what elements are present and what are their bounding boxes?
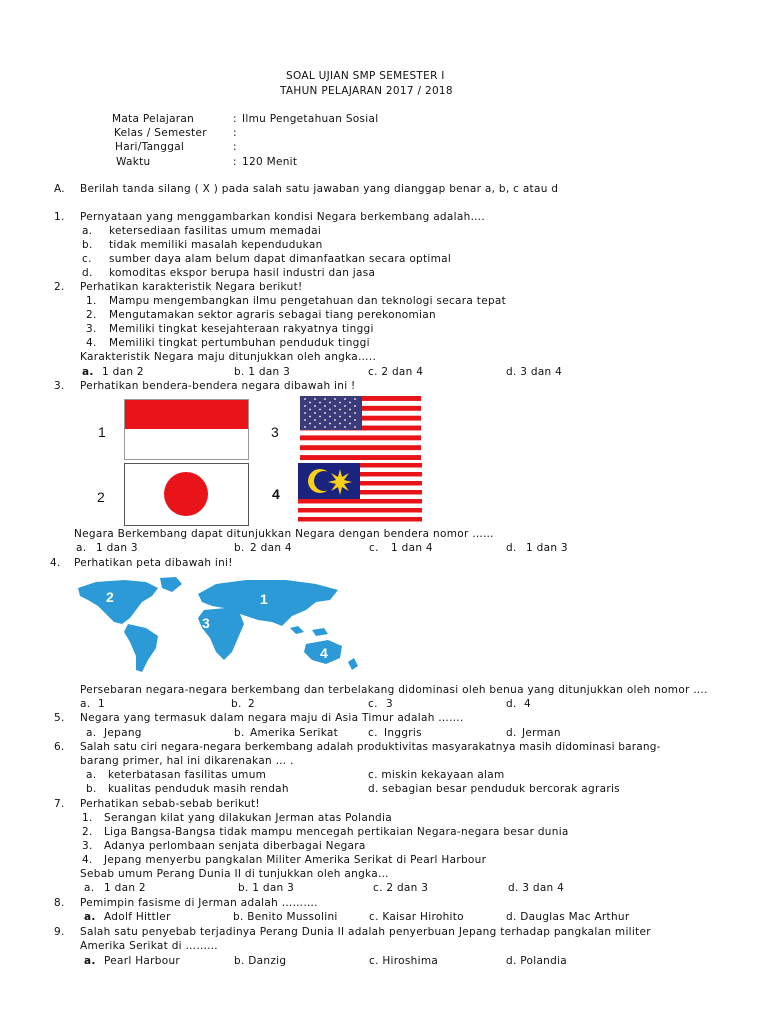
q4-option-a: 1 — [98, 698, 105, 710]
q1-option-d: komoditas ekspor berupa hasil industri dan jasa — [109, 267, 376, 279]
q7-item: Serangan kilat yang dilakukan Jerman atas Polandia — [104, 812, 392, 824]
flag-white-band — [124, 429, 249, 460]
flag-star — [319, 409, 321, 411]
q8-number: 8. — [54, 897, 65, 909]
flag-star — [339, 423, 341, 425]
q5-option-d: Jerman — [522, 727, 561, 739]
world-map — [76, 576, 366, 676]
flag-star — [354, 426, 356, 428]
q6-option-a-key: a. — [86, 769, 97, 781]
flag-star — [329, 409, 331, 411]
q8-option-d: d. Dauglas Mac Arthur — [506, 911, 630, 923]
q9-option-a-key: a. — [84, 955, 96, 967]
q7-option-d: d. 3 dan 4 — [508, 882, 565, 894]
south-america — [124, 624, 158, 672]
flag-star — [349, 402, 351, 404]
q3-text: Perhatikan bendera-bendera negara dibawah ini ! — [80, 380, 356, 392]
info-sep: : — [233, 156, 237, 168]
indonesia-flag — [124, 399, 249, 460]
q8-text: Pemimpin fasisme di Jerman adalah ………. — [80, 897, 318, 909]
map-label-3: 3 — [202, 615, 211, 631]
flag-star — [324, 405, 326, 407]
q6-option-b: kualitas penduduk masih rendah — [108, 783, 289, 795]
info-label-time: Waktu — [116, 156, 151, 168]
q2-item: Memiliki tingkat kesejahteraan rakyatnya tinggi — [109, 323, 374, 335]
q2-item: Memiliki tingkat pertumbuhan penduduk tinggi — [109, 337, 370, 349]
info-value-subject: Ilmu Pengetahuan Sosial — [242, 113, 379, 125]
q8-option-b: b. Benito Mussolini — [233, 911, 338, 923]
q1-option-a-key: a. — [82, 225, 93, 237]
flag-star — [309, 402, 311, 404]
flag-star — [334, 412, 336, 414]
q4-option-c-key: c. — [368, 698, 378, 710]
q3-option-c: 1 dan 4 — [391, 542, 433, 554]
flag-star — [304, 398, 306, 400]
q6-text-line2: barang primer, hal ini dikarenakan … . — [80, 755, 294, 767]
flag-stripe — [298, 504, 422, 509]
q7-item-key: 2. — [82, 826, 93, 838]
q8-option-a: Adolf Hittler — [104, 911, 171, 923]
q8-option-a-key: a. — [84, 911, 96, 923]
flag-star — [304, 412, 306, 414]
q2-option-c: c. 2 dan 4 — [368, 366, 424, 378]
q5-option-b: Amerika Serikat — [250, 727, 339, 739]
flag-star — [314, 398, 316, 400]
flag-star — [349, 416, 351, 418]
usa-flag — [300, 396, 421, 460]
q3-option-a: 1 dan 3 — [96, 542, 138, 554]
q3-option-d: 1 dan 3 — [526, 542, 568, 554]
map-label-2: 2 — [106, 589, 115, 605]
q1-option-c: sumber daya alam belum dapat dimanfaatkan secara optimal — [109, 253, 452, 265]
info-label-class: Kelas / Semester — [114, 127, 207, 139]
flag-star — [344, 412, 346, 414]
q3-option-b-key: b. — [234, 542, 245, 554]
north-america — [78, 580, 158, 624]
flag-star — [309, 416, 311, 418]
flag-star — [329, 402, 331, 404]
q6-number: 6. — [54, 741, 65, 753]
q7-option-a: 1 dan 2 — [104, 882, 146, 894]
q2-text: Perhatikan karakteristik Negara berikut! — [80, 281, 303, 293]
q2-item: Mengutamakan sektor agraris sebagai tiang perekonomian — [109, 309, 436, 321]
q4-number: 4. — [50, 557, 61, 569]
q4-option-c: 3 — [386, 698, 393, 710]
q7-option-c: c. 2 dan 3 — [373, 882, 429, 894]
info-sep: : — [233, 127, 237, 139]
flag-stripe — [300, 435, 421, 440]
flag-stripe — [298, 513, 422, 518]
q1-option-d-key: d. — [82, 267, 93, 279]
doc-title: SOAL UJIAN SMP SEMESTER I — [286, 70, 445, 82]
flag-star — [354, 412, 356, 414]
q9-text-line1: Salah satu penyebab terjadinya Perang Dunia II adalah penyerbuan Jepang terhadap pangkalan militer — [80, 926, 651, 938]
q2-item-key: 2. — [86, 309, 97, 321]
q2-item: Mampu mengembangkan ilmu pengetahuan dan teknologi secara tepat — [109, 295, 507, 307]
flag-star — [344, 419, 346, 421]
flag-star — [324, 426, 326, 428]
q1-option-c-key: c. — [82, 253, 92, 265]
info-sep: : — [233, 141, 237, 153]
q2-item-key: 3. — [86, 323, 97, 335]
q5-number: 5. — [54, 712, 65, 724]
flag-star — [354, 405, 356, 407]
map-label-1: 1 — [260, 591, 269, 607]
q5-option-a: Jepang — [104, 727, 142, 739]
q4-option-d: 4 — [524, 698, 531, 710]
flag-star — [344, 405, 346, 407]
flag-star — [319, 402, 321, 404]
flag-stripe — [300, 445, 421, 450]
flag-star — [339, 409, 341, 411]
flag-number-3: 3 — [271, 424, 280, 440]
q5-option-c-key: c. — [368, 727, 378, 739]
flag-star — [309, 409, 311, 411]
q2-option-d: d. 3 dan 4 — [506, 366, 563, 378]
usa-canton — [300, 396, 362, 430]
malaysia-flag — [298, 463, 422, 526]
flag-number-4: 4 — [272, 486, 281, 502]
flag-star — [329, 416, 331, 418]
q7-item-key: 4. — [82, 854, 93, 866]
q7-item: Jepang menyerbu pangkalan Militer Amerika Serikat di Pearl Harbour — [104, 854, 487, 866]
q3-number: 3. — [54, 380, 65, 392]
flag-star — [319, 423, 321, 425]
q4-option-b: 2 — [248, 698, 255, 710]
q1-option-b: tidak memiliki masalah kependudukan — [109, 239, 323, 251]
info-label-date: Hari/Tanggal — [115, 141, 185, 153]
q6-option-c: c. miskin kekayaan alam — [368, 769, 505, 781]
q7-item-key: 1. — [82, 812, 93, 824]
flag-star — [314, 426, 316, 428]
flag-stripe — [298, 517, 422, 522]
flag-star — [314, 412, 316, 414]
q7-stem: Sebab umum Perang Dunia II di tunjukkan oleh angka… — [80, 868, 389, 880]
q1-number: 1. — [54, 211, 65, 223]
japan-flag — [124, 463, 249, 526]
flag-star — [354, 398, 356, 400]
q4-option-b-key: b. — [231, 698, 242, 710]
flag-star — [314, 419, 316, 421]
q5-text: Negara yang termasuk dalam negara maju di Asia Timur adalah ……. — [80, 712, 464, 724]
flag-star — [349, 409, 351, 411]
q3-option-b: 2 dan 4 — [250, 542, 292, 554]
flag-star — [339, 416, 341, 418]
section-instruction: Berilah tanda silang ( X ) pada salah satu jawaban yang dianggap benar a, b, c atau d — [80, 183, 559, 195]
flag-stripe — [300, 450, 421, 455]
q9-option-d: d. Polandia — [506, 955, 568, 967]
q9-option-c: c. Hiroshima — [369, 955, 439, 967]
q9-text-line2: Amerika Serikat di ……… — [80, 940, 218, 952]
q4-option-d-key: d. — [506, 698, 517, 710]
doc-subtitle: TAHUN PELAJARAN 2017 / 2018 — [280, 85, 453, 97]
flag-stripe — [300, 455, 421, 460]
info-value-time: 120 Menit — [242, 156, 298, 168]
q6-option-b-key: b. — [86, 783, 97, 795]
q7-item: Liga Bangsa-Bangsa tidak mampu mencegah pertikaian Negara-negara besar dunia — [104, 826, 569, 838]
q3-stem: Negara Berkembang dapat ditunjukkan Negara dengan bendera nomor …… — [74, 528, 494, 540]
info-label-subject: Mata Pelajaran — [112, 113, 195, 125]
q7-option-a-key: a. — [84, 882, 95, 894]
flag-number-2: 2 — [97, 489, 106, 505]
flag-star — [344, 398, 346, 400]
q8-option-c: c. Kaisar Hirohito — [369, 911, 464, 923]
q5-option-c: Inggris — [384, 727, 422, 739]
flag-red-band — [124, 399, 249, 429]
flag-star — [304, 419, 306, 421]
flag-stripe — [298, 522, 422, 527]
info-sep: : — [233, 113, 237, 125]
flag-star — [324, 398, 326, 400]
flag-star — [354, 419, 356, 421]
greenland — [160, 577, 182, 592]
flag-red-disc — [164, 472, 208, 516]
q7-text: Perhatikan sebab-sebab berikut! — [80, 798, 260, 810]
flag-star — [334, 426, 336, 428]
flag-star — [339, 402, 341, 404]
flag-stripe — [300, 430, 421, 435]
flag-star — [334, 398, 336, 400]
map-label-4: 4 — [320, 645, 329, 661]
q3-option-c-key: c. — [369, 542, 379, 554]
q2-option-a-key: a. — [82, 366, 94, 378]
q5-option-a-key: a. — [86, 727, 97, 739]
q2-item-key: 4. — [86, 337, 97, 349]
q6-option-d: d. sebagian besar penduduk bercorak agraris — [368, 783, 620, 795]
q6-text-line1: Salah satu ciri negara-negara berkembang adalah produktivitas masyarakatnya masih didominasi barang- — [80, 741, 661, 753]
q1-text: Pernyataan yang menggambarkan kondisi Negara berkembang adalah…. — [80, 211, 485, 223]
q2-number: 2. — [54, 281, 65, 293]
q2-stem: Karakteristik Negara maju ditunjukkan oleh angka….. — [80, 351, 377, 363]
flag-star — [349, 423, 351, 425]
q9-option-a: Pearl Harbour — [104, 955, 181, 967]
flag-number-1: 1 — [98, 424, 107, 440]
q2-option-b: b. 1 dan 3 — [234, 366, 291, 378]
flag-star — [319, 416, 321, 418]
q7-item: Adanya perlombaan senjata diberbagai Negara — [104, 840, 366, 852]
q1-option-a: ketersediaan fasilitas umum memadai — [109, 225, 322, 237]
flag-star — [304, 405, 306, 407]
section-letter: A. — [54, 183, 65, 195]
flag-star — [324, 419, 326, 421]
flag-star — [324, 412, 326, 414]
q7-option-b: b. 1 dan 3 — [238, 882, 295, 894]
flag-stripe — [298, 499, 422, 504]
q2-item-key: 1. — [86, 295, 97, 307]
flag-star — [304, 426, 306, 428]
flag-star — [344, 426, 346, 428]
q1-option-b-key: b. — [82, 239, 93, 251]
q3-option-a-key: a. — [76, 542, 87, 554]
q4-text: Perhatikan peta dibawah ini! — [74, 557, 233, 569]
q2-option-a: 1 dan 2 — [102, 366, 144, 378]
flag-stripe — [298, 508, 422, 513]
q4-option-a-key: a. — [80, 698, 91, 710]
flag-star — [314, 405, 316, 407]
q9-option-b: b. Danzig — [234, 955, 287, 967]
q6-option-a: keterbatasan fasilitas umum — [108, 769, 267, 781]
q3-option-d-key: d. — [506, 542, 517, 554]
q5-option-d-key: d. — [506, 727, 517, 739]
q7-item-key: 3. — [82, 840, 93, 852]
q4-stem: Persebaran negara-negara berkembang dan terbelakang didominasi oleh benua yang ditunjukkan oleh nomor …. — [80, 684, 708, 696]
flag-star — [329, 423, 331, 425]
q5-option-b-key: b. — [234, 727, 245, 739]
flag-star — [334, 405, 336, 407]
q9-number: 9. — [54, 926, 65, 938]
flag-star — [334, 419, 336, 421]
flag-stripe — [300, 440, 421, 445]
q7-number: 7. — [54, 798, 65, 810]
flag-star — [309, 423, 311, 425]
